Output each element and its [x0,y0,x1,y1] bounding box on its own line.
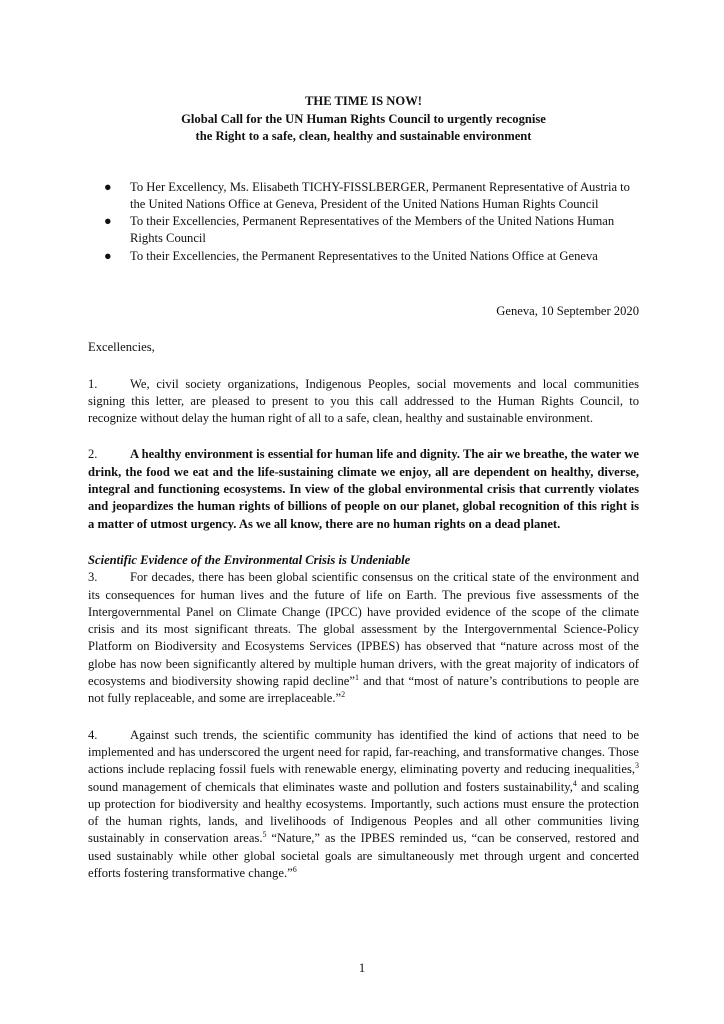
paragraph-text: A healthy environment is essential for human life and dignity. The air we breathe, the water we drink, the food we eat and the life-sustaining climate we enjoy, all are dependent on healthy, diverse, integral and functioning ecosystems. In view of the global environmental crisis that currently violates and jeopardizes the human rights of billions of people on our planet, global recognition of this right is a matter of utmost urgency. As we all know, there are no human rights on a dead planet. [88,447,639,531]
document-title [88,93,639,146]
recipient-item [104,213,639,248]
recipient-text: To their Excellencies, the Permanent Representatives to the United Nations Office at Geneva [130,248,598,263]
bullet-icon: ● [104,214,112,229]
paragraph-2 [88,446,639,532]
section-heading: Scientific Evidence of the Environmental Crisis is Undeniable [88,552,411,567]
paragraph-text: and scaling up protection for biodiversity and healthy ecosystems. Importantly, such actions must ensure the protection of the human rights, lands, and livelihoods of Indigenous Peoples and all other communities living sustainably in conservation areas. [88,779,639,846]
title-line-3: the Right to a safe, clean, healthy and sustainable environment [195,129,532,143]
footnote-ref-6[interactable]: 6 [292,864,297,874]
paragraph-number: 2. [88,447,98,462]
recipient-item [104,248,639,265]
paragraph-number: 3. [88,570,98,585]
salutation: Excellencies, [88,340,155,355]
bullet-icon: ● [104,179,112,194]
bullet-icon: ● [104,248,112,263]
paragraph-3 [88,569,639,707]
paragraph-text: sound management of chemicals that eliminates waste and pollution and fosters sustainability, [88,779,573,794]
footnote-ref-4[interactable]: 4 [572,778,577,788]
recipients-list [88,179,639,265]
paragraph-text: For decades, there has been global scientific consensus on the critical state of the environment and its consequences for human lives and the future of life on Earth. The previous five assessments of the Intergovernmental Panel on Climate Change (IPCC) have provided evidence of the scope of the climate crisis and its most significant threats. The global assessment by the Intergovernmental Science-Policy Platform on Biodiversity and Ecosystems Services (IPBES) has observed that “nature across most of the globe has now been significantly altered by multiple human drivers, with the great majority of indicators of ecosystems and biodiversity showing rapid decline” [88,570,639,689]
paragraph-4 [88,727,639,883]
title-line-2: Global Call for the UN Human Rights Council to urgently recognise [181,111,546,126]
paragraph-text: Against such trends, the scientific community has identified the kind of actions that need to be implemented and has underscored the urgent need for rapid, far-reaching, and transformative changes. Those actions include replacing fossil fuels with renewable energy, eliminating poverty and reducing inequalities, [88,727,639,777]
letter-date: Geneva, 10 September 2020 [496,303,639,318]
footnote-ref-5[interactable]: 5 [262,830,267,840]
document-body [88,93,639,882]
footnote-ref-2[interactable]: 2 [341,690,346,700]
recipient-item [104,179,639,214]
recipient-text: To Her Excellency, Ms. Elisabeth TICHY-FISSLBERGER, Permanent Representative of Austria to the United Nations Office at Geneva, President of the United Nations Human Rights Council [130,179,630,211]
paragraph-1 [88,376,639,428]
page-number: 1 [358,960,366,975]
paragraph-number: 4. [88,727,98,742]
title-line-1: THE TIME IS NOW! [305,94,422,108]
paragraph-text: “Nature,” as the IPBES reminded us, “can be conserved, restored and used sustainably while other global societal goals are simultaneously met through urgent and concerted efforts fostering transformative change.” [88,831,640,880]
paragraph-text: and that “most of nature’s contributions to people are not fully replaceable, and some are irreplaceable.” [88,674,640,706]
footnote-ref-1[interactable]: 1 [354,672,359,682]
footnote-ref-3[interactable]: 3 [635,761,639,771]
paragraph-text: We, civil society organizations, Indigenous Peoples, social movements and local communities signing this letter, are pleased to present to you this call addressed to the Human Rights Council, to recognize without delay the human right of all to a safe, clean, healthy and sustainable environment. [88,376,639,426]
paragraph-number: 1. [88,376,98,391]
recipient-text: To their Excellencies, Permanent Representatives of the Members of the United Nations Human Rights Council [130,214,615,246]
